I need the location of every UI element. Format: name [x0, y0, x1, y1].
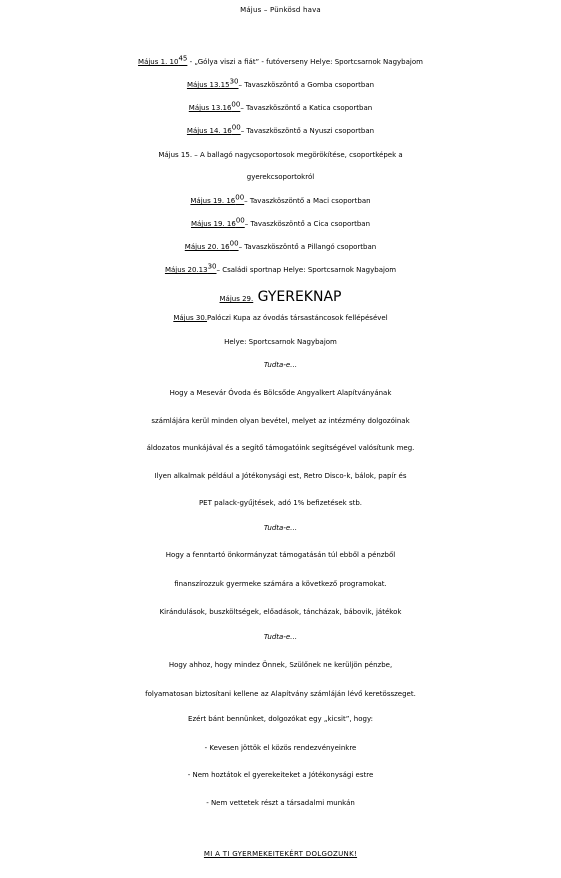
event-text: – Tavaszköszöntő a Pillangó csoportban: [238, 243, 377, 251]
event-line: [0, 338, 561, 346]
event-date: [190, 193, 245, 205]
event-text: - „Gólya viszi a fiát” - futóverseny Helye: Sportcsarnok Nagybajom: [187, 58, 423, 66]
event-date: [220, 295, 254, 303]
event-time-sup: 00: [229, 239, 239, 248]
event-line: [0, 123, 561, 135]
event-text: Palóczi Kupa az óvodás társastáncosok fellépésével: [207, 314, 388, 322]
paragraph-line: áldozatos munkájával és a segítő támogatóink segítségével valósítunk meg.: [146, 444, 415, 452]
event-date-text: Május 30.: [173, 314, 208, 322]
paragraph-line: Ilyen alkalmak például a Jótékonysági est, Retro Disco-k, bálok, papír és: [154, 472, 407, 480]
event-date: [186, 123, 241, 135]
event-line: [0, 216, 561, 228]
paragraph-line: Kirándulások, buszköltségek, előadások, táncházak, bábovik, játékok: [159, 608, 402, 616]
event-line: [0, 314, 561, 322]
event-line: [0, 262, 561, 274]
event-line: [0, 239, 561, 251]
event-date-text: Május 20. 16: [184, 243, 230, 251]
event-text: – Tavaszköszöntő a Nyuszi csoportban: [240, 127, 375, 135]
tudta-heading: Tudta-e…: [263, 633, 298, 641]
event-time-sup: 00: [235, 216, 245, 225]
closing-slogan: MI A TI GYERMEKEITEKÉRT DOLGOZUNK!: [203, 850, 358, 858]
event-text: – Tavaszköszöntő a Cica csoportban: [244, 220, 371, 228]
tudta-heading: Tudta-e…: [263, 524, 298, 532]
paragraph-line: Hogy ahhoz, hogy mindez Önnek, Szülőnek ne kerüljön pénzbe,: [168, 661, 393, 669]
event-date: [190, 216, 245, 228]
event-time-sup: 00: [231, 100, 241, 109]
event-text: – Családi sportnap Helye: Sportcsarnok Nagybajom: [216, 266, 397, 274]
bullet-item: - Kevesen jöttök el közös rendezvényeinkre: [204, 744, 357, 752]
event-date-text: Május 29.: [219, 295, 254, 303]
event-text: Május 15. – A ballagó nagycsoportosok megörökítése, csoportképek a: [158, 151, 403, 159]
event-date-text: Május 19. 16: [190, 197, 236, 205]
paragraph-line: Hogy a Mesevár Óvoda és Bölcsőde Angyalkert Alapítványának: [169, 389, 392, 397]
event-date-text: Május 13.15: [186, 81, 230, 89]
event-date: [164, 262, 217, 274]
event-line: [0, 193, 561, 205]
event-date: [186, 77, 239, 89]
event-date-text: Május 19. 16: [190, 220, 236, 228]
event-time-sup: 00: [235, 193, 245, 202]
paragraph-line: PET palack-gyűjtések, adó 1% befizetések stb.: [198, 499, 363, 507]
event-line: [0, 151, 561, 159]
event-line: [0, 54, 561, 66]
event-time-sup: 45: [178, 54, 188, 63]
paragraph-line: Ezért bánt bennünket, dolgozókat egy „kicsit”, hogy:: [188, 715, 373, 723]
paragraph-line: finanszírozzuk gyermeke számára a következő programokat.: [174, 580, 387, 588]
event-text: – Tavaszköszöntő a Gomba csoportban: [238, 81, 375, 89]
paragraph-line: folyamatosan biztosítani kellene az Alapítvány számláján lévő keretösszeget.: [145, 690, 416, 698]
event-text: Helye: Sportcsarnok Nagybajom: [224, 338, 337, 346]
tudta-heading: Tudta-e…: [263, 361, 298, 369]
event-time-sup: 30: [207, 262, 217, 271]
page-title: Május – Pünkösd hava: [240, 6, 321, 14]
event-date: [184, 239, 239, 251]
event-line: [0, 289, 561, 305]
paragraph-line: számlájára kerül minden olyan bevétel, melyet az intézmény dolgozóinak: [151, 417, 410, 425]
event-time-sup: 30: [229, 77, 239, 86]
event-date-text: Május 20.13: [164, 266, 208, 274]
event-line: [0, 173, 561, 181]
event-date-text: Május 13.16: [188, 104, 232, 112]
event-date: [138, 54, 188, 66]
event-line: [0, 100, 561, 112]
event-text: – Tavaszköszöntő a Katica csoportban: [240, 104, 373, 112]
bullet-item: - Nem hoztátok el gyerekeiteket a Jótékonysági estre: [187, 771, 374, 779]
event-date-text: Május 14. 16: [186, 127, 232, 135]
event-date-text: Május 1. 10: [138, 58, 179, 66]
event-date: [173, 314, 207, 322]
event-time-sup: 00: [231, 123, 241, 132]
event-text: GYEREKNAP: [253, 289, 342, 305]
bullet-item: - Nem vettetek részt a társadalmi munkán: [206, 799, 355, 807]
event-text: – Tavaszköszöntő a Maci csoportban: [244, 197, 371, 205]
event-text: gyerekcsoportokról: [246, 173, 315, 181]
paragraph-line: Hogy a fenntartó önkormányzat támogatásán túl ebből a pénzből: [165, 551, 396, 559]
event-line: [0, 77, 561, 89]
event-date: [188, 100, 241, 112]
